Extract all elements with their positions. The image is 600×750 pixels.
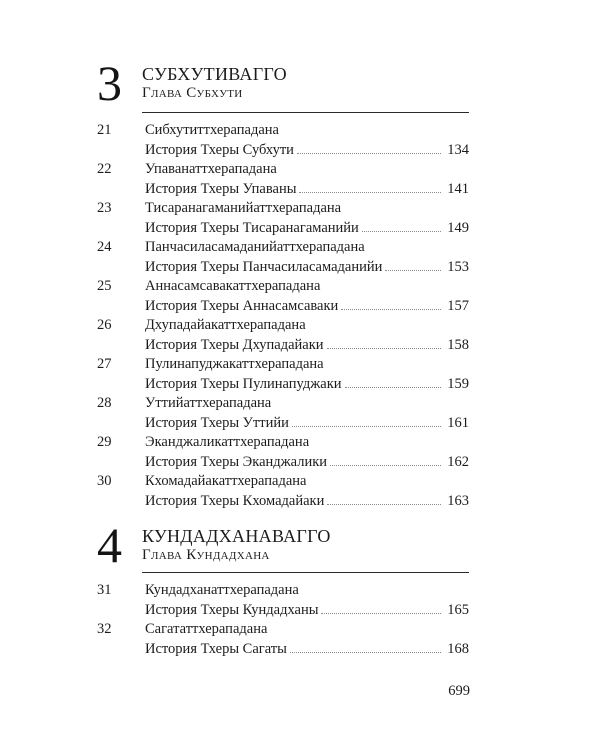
entry-number: 31 — [97, 582, 112, 598]
entry-page: 158 — [447, 336, 469, 353]
toc-entry[interactable] — [97, 394, 469, 433]
toc-entry[interactable] — [97, 620, 469, 659]
entry-page: 168 — [447, 640, 469, 657]
toc-entry[interactable] — [97, 121, 469, 160]
entry-russian-title: История Тхеры Эканджалики — [145, 453, 328, 470]
entry-number: 29 — [97, 434, 112, 450]
toc-entry[interactable] — [97, 199, 469, 238]
page-number: 699 — [448, 683, 470, 699]
dot-leader — [345, 387, 442, 388]
entry-number: 25 — [97, 278, 112, 294]
entry-russian-title: История Тхеры Уттийи — [145, 414, 289, 431]
chapter-number: 4 — [97, 517, 122, 573]
toc-entry[interactable] — [97, 355, 469, 394]
entry-russian-title: История Тхеры Аннасамсаваки — [145, 297, 339, 314]
dot-leader — [290, 652, 441, 653]
entry-page: 162 — [447, 453, 469, 470]
dot-leader — [327, 504, 441, 505]
entry-number: 30 — [97, 473, 112, 489]
dot-leader — [297, 153, 441, 154]
toc-entry[interactable] — [97, 160, 469, 199]
entry-pali-title: Тисаранагаманийаттхерападана — [145, 200, 342, 216]
entry-page: 134 — [447, 141, 469, 158]
entry-number: 22 — [97, 161, 112, 177]
entry-pali-title: Панчасиласамаданийаттхерападана — [145, 239, 365, 255]
toc-entry[interactable] — [97, 316, 469, 355]
entry-number: 23 — [97, 200, 112, 216]
entry-pali-title: Кундадханаттхерападана — [145, 582, 299, 598]
chapter-divider — [142, 112, 469, 113]
entry-pali-title: Сибхутиттхерападана — [145, 122, 279, 138]
dot-leader — [321, 613, 441, 614]
entry-pali-title: Кхомадайакаттхерападана — [145, 473, 307, 489]
entry-pali-title: Эканджаликаттхерападана — [145, 434, 310, 450]
entry-russian-title: История Тхеры Кхомадайаки — [145, 492, 325, 509]
entry-page: 159 — [447, 375, 469, 392]
entry-number: 32 — [97, 621, 112, 637]
entry-russian-title: История Тхеры Субхути — [145, 141, 294, 158]
dot-leader — [385, 270, 441, 271]
entry-pali-title: Аннасамсавакаттхерападана — [145, 278, 321, 294]
toc-entry[interactable] — [97, 433, 469, 472]
entry-number: 24 — [97, 239, 112, 255]
chapter-4-entries — [97, 581, 469, 659]
entry-pali-title: Пулинапуджакаттхерападана — [145, 356, 324, 372]
chapter-3-entries — [97, 121, 469, 511]
entry-russian-title: История Тхеры Упаваны — [145, 180, 297, 197]
chapter-number: 3 — [97, 55, 122, 111]
entry-russian-title: История Тхеры Кундадханы — [145, 601, 319, 618]
entry-pali-title: Дхупадайакаттхерападана — [145, 317, 306, 333]
entry-russian-title: История Тхеры Тисаранагаманийи — [145, 219, 359, 236]
entry-number: 28 — [97, 395, 112, 411]
entry-page: 161 — [447, 414, 469, 431]
chapter-subtitle: Глава Субхути — [142, 85, 243, 101]
dot-leader — [299, 192, 441, 193]
entry-page: 149 — [447, 219, 469, 236]
entry-page: 141 — [447, 180, 469, 197]
entry-russian-title: История Тхеры Дхупадайаки — [145, 336, 324, 353]
toc-entry[interactable] — [97, 238, 469, 277]
chapter-title: СУБХУТИВАГГО — [142, 64, 287, 84]
entry-pali-title: Сагататтхерападана — [145, 621, 268, 637]
dot-leader — [292, 426, 441, 427]
entry-russian-title: История Тхеры Панчасиласамаданийи — [145, 258, 383, 275]
toc-entry[interactable] — [97, 277, 469, 316]
dot-leader — [362, 231, 441, 232]
chapter-subtitle: Глава Кундадхана — [142, 547, 270, 563]
entry-russian-title: История Тхеры Сагаты — [145, 640, 287, 657]
chapter-divider — [142, 572, 469, 573]
entry-number: 27 — [97, 356, 112, 372]
entry-pali-title: Упаванаттхерападана — [145, 161, 277, 177]
chapter-titles — [142, 526, 331, 564]
entry-page: 153 — [447, 258, 469, 275]
chapter-titles — [142, 64, 287, 102]
dot-leader — [327, 348, 442, 349]
entry-page: 165 — [447, 601, 469, 618]
dot-leader — [330, 465, 441, 466]
chapter-title: КУНДАДХАНАВАГГО — [142, 526, 331, 546]
entry-page: 157 — [447, 297, 469, 314]
entry-number: 26 — [97, 317, 112, 333]
toc-entry[interactable] — [97, 472, 469, 511]
dot-leader — [341, 309, 441, 310]
entry-number: 21 — [97, 122, 112, 138]
entry-russian-title: История Тхеры Пулинапуджаки — [145, 375, 342, 392]
entry-page: 163 — [447, 492, 469, 509]
entry-pali-title: Уттийаттхерападана — [145, 395, 272, 411]
toc-entry[interactable] — [97, 581, 469, 620]
